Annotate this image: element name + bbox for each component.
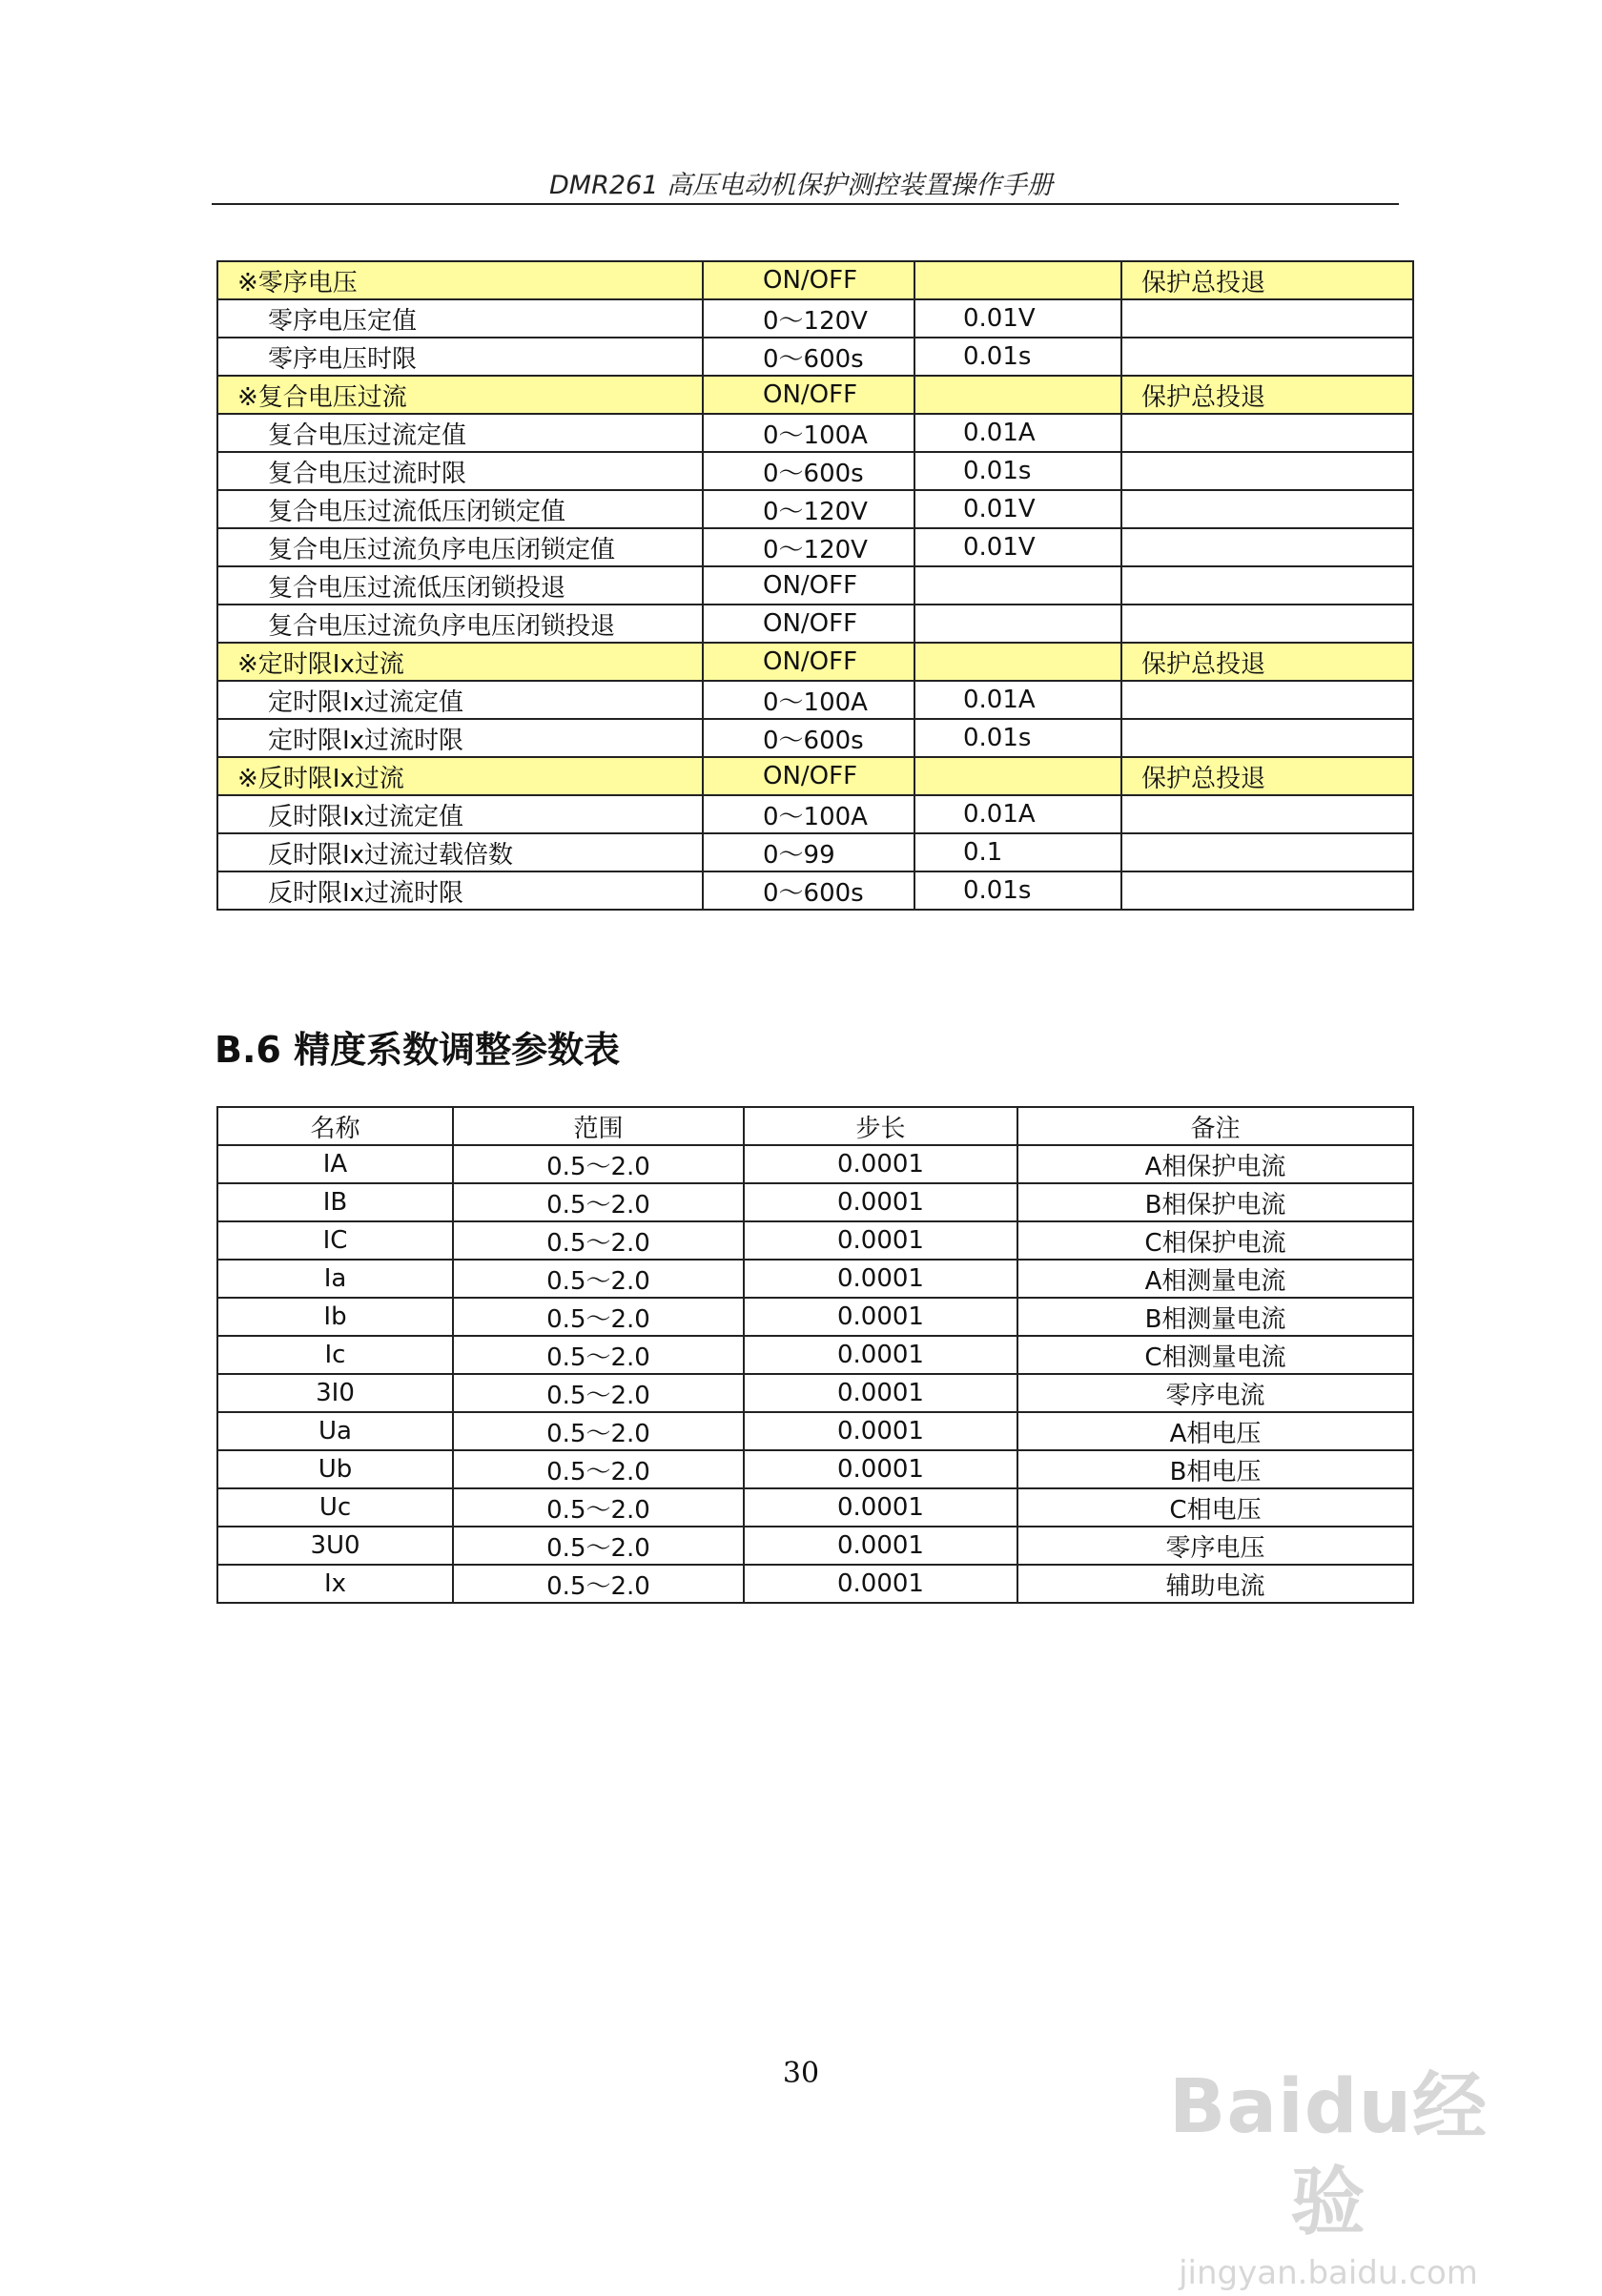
coef-step-cell: 0.0001 xyxy=(744,1145,1017,1183)
setting-name-cell: 零序电压定值 xyxy=(217,299,703,338)
coefficient-table-row xyxy=(217,1221,1413,1260)
coef-name-cell: 3I0 xyxy=(217,1374,453,1412)
setting-range-cell: 0～120V xyxy=(703,528,914,566)
coef-name-cell: Ix xyxy=(217,1565,453,1603)
setting-name-cell: 定时限Ix过流时限 xyxy=(217,719,703,757)
setting-step-cell: 0.01s xyxy=(914,338,1121,376)
header-cell-name: 名称 xyxy=(217,1107,453,1145)
coef-name-cell: Ua xyxy=(217,1412,453,1450)
coefficient-table-row xyxy=(217,1488,1413,1527)
baidu-jingyan-watermark xyxy=(1142,2060,1514,2292)
settings-param-row xyxy=(217,681,1413,719)
settings-param-row xyxy=(217,452,1413,490)
coefficient-table-row xyxy=(217,1527,1413,1565)
coef-name-cell: IB xyxy=(217,1183,453,1221)
settings-param-row xyxy=(217,338,1413,376)
setting-step-cell xyxy=(914,757,1121,795)
coef-step-cell: 0.0001 xyxy=(744,1336,1017,1374)
coef-name-cell: IA xyxy=(217,1145,453,1183)
setting-note-cell xyxy=(1121,452,1413,490)
setting-range-cell: 0～100A xyxy=(703,414,914,452)
coef-name-cell: Ib xyxy=(217,1298,453,1336)
setting-note-cell xyxy=(1121,833,1413,871)
coef-range-cell: 0.5～2.0 xyxy=(453,1412,744,1450)
coef-note-cell: C相测量电流 xyxy=(1017,1336,1413,1374)
setting-range-cell: 0～120V xyxy=(703,299,914,338)
setting-note-cell xyxy=(1121,795,1413,833)
setting-name-cell: 反时限Ix过流时限 xyxy=(217,871,703,910)
setting-name-cell: 复合电压过流低压闭锁投退 xyxy=(217,566,703,605)
setting-range-cell: ON/OFF xyxy=(703,261,914,299)
setting-step-cell: 0.1 xyxy=(914,833,1121,871)
setting-name-cell: 复合电压过流负序电压闭锁定值 xyxy=(217,528,703,566)
settings-section-row xyxy=(217,643,1413,681)
setting-name-cell: 反时限Ix过流过载倍数 xyxy=(217,833,703,871)
setting-note-cell xyxy=(1121,719,1413,757)
coef-range-cell: 0.5～2.0 xyxy=(453,1183,744,1221)
setting-range-cell: 0～99 xyxy=(703,833,914,871)
setting-step-cell: 0.01V xyxy=(914,490,1121,528)
header-rule xyxy=(212,203,1399,205)
coef-note-cell: A相测量电流 xyxy=(1017,1260,1413,1298)
settings-table-body xyxy=(217,261,1413,910)
coef-note-cell: C相保护电流 xyxy=(1017,1221,1413,1260)
coefficient-table-header-row xyxy=(217,1107,1413,1145)
coef-step-cell: 0.0001 xyxy=(744,1298,1017,1336)
coefficient-table-row xyxy=(217,1145,1413,1183)
setting-step-cell xyxy=(914,643,1121,681)
coef-step-cell: 0.0001 xyxy=(744,1260,1017,1298)
coef-name-cell: IC xyxy=(217,1221,453,1260)
settings-param-row xyxy=(217,490,1413,528)
settings-param-row xyxy=(217,299,1413,338)
setting-step-cell xyxy=(914,376,1121,414)
setting-step-cell: 0.01s xyxy=(914,719,1121,757)
coefficient-table xyxy=(216,1106,1414,1604)
coef-note-cell: B相保护电流 xyxy=(1017,1183,1413,1221)
coef-step-cell: 0.0001 xyxy=(744,1488,1017,1527)
setting-range-cell: 0～600s xyxy=(703,338,914,376)
setting-step-cell: 0.01A xyxy=(914,681,1121,719)
settings-section-row xyxy=(217,261,1413,299)
coef-range-cell: 0.5～2.0 xyxy=(453,1298,744,1336)
coef-range-cell: 0.5～2.0 xyxy=(453,1336,744,1374)
coef-step-cell: 0.0001 xyxy=(744,1412,1017,1450)
setting-step-cell: 0.01A xyxy=(914,795,1121,833)
settings-param-row xyxy=(217,795,1413,833)
settings-section-row xyxy=(217,376,1413,414)
coef-name-cell: Ia xyxy=(217,1260,453,1298)
coefficient-table-row xyxy=(217,1565,1413,1603)
coefficient-table-row xyxy=(217,1336,1413,1374)
settings-param-row xyxy=(217,566,1413,605)
watermark-logo-text: Baidu经验 xyxy=(1168,2064,1489,2245)
coef-step-cell: 0.0001 xyxy=(744,1183,1017,1221)
setting-note-cell xyxy=(1121,528,1413,566)
settings-param-row xyxy=(217,414,1413,452)
setting-note-cell xyxy=(1121,490,1413,528)
setting-name-cell: 定时限Ix过流定值 xyxy=(217,681,703,719)
setting-note-cell xyxy=(1121,414,1413,452)
coefficient-table-row xyxy=(217,1374,1413,1412)
setting-step-cell xyxy=(914,261,1121,299)
header-cell-range: 范围 xyxy=(453,1107,744,1145)
header-cell-note: 备注 xyxy=(1017,1107,1413,1145)
coef-name-cell: Ic xyxy=(217,1336,453,1374)
setting-name-cell: 复合电压过流低压闭锁定值 xyxy=(217,490,703,528)
setting-name-cell: ※零序电压 xyxy=(217,261,703,299)
coefficient-table-row xyxy=(217,1412,1413,1450)
setting-note-cell: 保护总投退 xyxy=(1121,376,1413,414)
setting-note-cell xyxy=(1121,681,1413,719)
setting-note-cell xyxy=(1121,605,1413,643)
setting-range-cell: ON/OFF xyxy=(703,605,914,643)
coef-step-cell: 0.0001 xyxy=(744,1374,1017,1412)
setting-range-cell: 0～100A xyxy=(703,795,914,833)
setting-name-cell: ※反时限Ix过流 xyxy=(217,757,703,795)
setting-name-cell: ※复合电压过流 xyxy=(217,376,703,414)
coefficient-table-row xyxy=(217,1183,1413,1221)
coef-range-cell: 0.5～2.0 xyxy=(453,1488,744,1527)
coefficient-table-row xyxy=(217,1450,1413,1488)
setting-name-cell: 复合电压过流负序电压闭锁投退 xyxy=(217,605,703,643)
setting-step-cell: 0.01V xyxy=(914,528,1121,566)
coefficient-table-row xyxy=(217,1298,1413,1336)
setting-range-cell: 0～600s xyxy=(703,871,914,910)
setting-name-cell: 反时限Ix过流定值 xyxy=(217,795,703,833)
setting-note-cell xyxy=(1121,871,1413,910)
setting-range-cell: ON/OFF xyxy=(703,757,914,795)
page-header-title: DMR261 高压电动机保护测控装置操作手册 xyxy=(549,171,1053,200)
coef-step-cell: 0.0001 xyxy=(744,1221,1017,1260)
settings-param-row xyxy=(217,871,1413,910)
watermark-url: jingyan.baidu.com xyxy=(1179,2254,1478,2292)
coef-name-cell: Ub xyxy=(217,1450,453,1488)
setting-step-cell: 0.01s xyxy=(914,452,1121,490)
setting-step-cell xyxy=(914,605,1121,643)
coef-step-cell: 0.0001 xyxy=(744,1565,1017,1603)
setting-range-cell: 0～100A xyxy=(703,681,914,719)
setting-note-cell xyxy=(1121,299,1413,338)
section-title-b6: B.6 精度系数调整参数表 xyxy=(215,1029,621,1071)
coef-range-cell: 0.5～2.0 xyxy=(453,1527,744,1565)
page-number: 30 xyxy=(782,2057,820,2090)
setting-range-cell: ON/OFF xyxy=(703,566,914,605)
coef-name-cell: 3U0 xyxy=(217,1527,453,1565)
setting-note-cell xyxy=(1121,338,1413,376)
setting-name-cell: 复合电压过流时限 xyxy=(217,452,703,490)
settings-table xyxy=(216,260,1414,911)
setting-note-cell: 保护总投退 xyxy=(1121,261,1413,299)
setting-note-cell: 保护总投退 xyxy=(1121,643,1413,681)
coef-step-cell: 0.0001 xyxy=(744,1450,1017,1488)
coef-range-cell: 0.5～2.0 xyxy=(453,1450,744,1488)
setting-name-cell: 复合电压过流定值 xyxy=(217,414,703,452)
coef-note-cell: C相电压 xyxy=(1017,1488,1413,1527)
setting-name-cell: 零序电压时限 xyxy=(217,338,703,376)
setting-name-cell: ※定时限Ix过流 xyxy=(217,643,703,681)
settings-param-row xyxy=(217,833,1413,871)
coef-step-cell: 0.0001 xyxy=(744,1527,1017,1565)
settings-param-row xyxy=(217,719,1413,757)
settings-section-row xyxy=(217,757,1413,795)
setting-range-cell: ON/OFF xyxy=(703,643,914,681)
coef-range-cell: 0.5～2.0 xyxy=(453,1374,744,1412)
setting-step-cell: 0.01A xyxy=(914,414,1121,452)
coef-note-cell: B相测量电流 xyxy=(1017,1298,1413,1336)
header-cell-step: 步长 xyxy=(744,1107,1017,1145)
setting-note-cell: 保护总投退 xyxy=(1121,757,1413,795)
setting-note-cell xyxy=(1121,566,1413,605)
setting-step-cell: 0.01s xyxy=(914,871,1121,910)
coef-range-cell: 0.5～2.0 xyxy=(453,1145,744,1183)
coef-range-cell: 0.5～2.0 xyxy=(453,1260,744,1298)
coef-range-cell: 0.5～2.0 xyxy=(453,1221,744,1260)
coef-note-cell: 零序电压 xyxy=(1017,1527,1413,1565)
coef-note-cell: B相电压 xyxy=(1017,1450,1413,1488)
settings-param-row xyxy=(217,605,1413,643)
setting-range-cell: 0～120V xyxy=(703,490,914,528)
setting-range-cell: ON/OFF xyxy=(703,376,914,414)
coef-name-cell: Uc xyxy=(217,1488,453,1527)
coefficient-table-row xyxy=(217,1260,1413,1298)
coefficient-table-body xyxy=(217,1145,1413,1603)
setting-range-cell: 0～600s xyxy=(703,452,914,490)
coef-note-cell: 辅助电流 xyxy=(1017,1565,1413,1603)
coef-note-cell: A相保护电流 xyxy=(1017,1145,1413,1183)
setting-step-cell xyxy=(914,566,1121,605)
setting-range-cell: 0～600s xyxy=(703,719,914,757)
coef-range-cell: 0.5～2.0 xyxy=(453,1565,744,1603)
coef-note-cell: A相电压 xyxy=(1017,1412,1413,1450)
settings-param-row xyxy=(217,528,1413,566)
setting-step-cell: 0.01V xyxy=(914,299,1121,338)
coef-note-cell: 零序电流 xyxy=(1017,1374,1413,1412)
